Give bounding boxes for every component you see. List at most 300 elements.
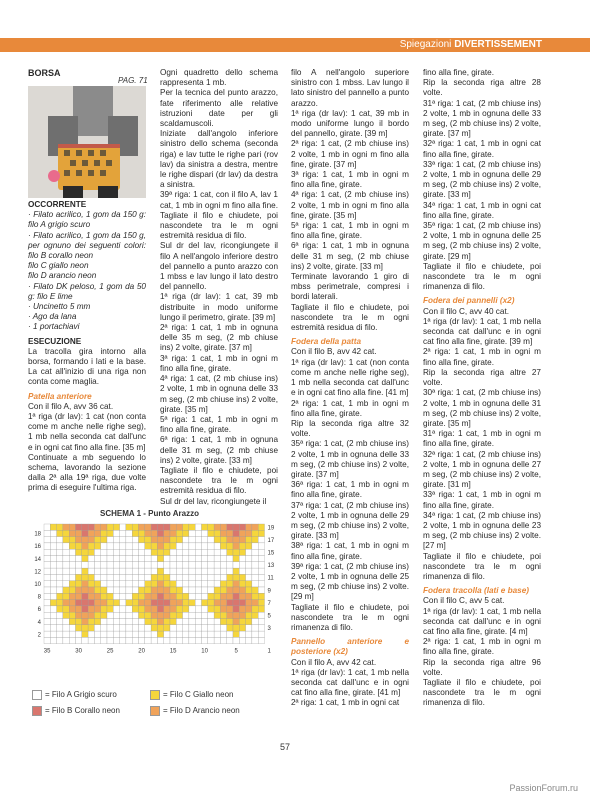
chart-cell xyxy=(145,587,151,593)
chart-cell xyxy=(214,593,220,599)
chart-cell xyxy=(189,593,195,599)
chart-cell xyxy=(183,524,189,530)
chart-cell xyxy=(82,593,88,599)
chart-cell xyxy=(233,530,239,536)
chart-cell xyxy=(176,619,182,625)
chart-cell xyxy=(145,600,151,606)
chart-cell xyxy=(214,524,220,530)
chart-cell xyxy=(208,587,214,593)
chart-cell xyxy=(252,600,258,606)
instruction-line: Con il filo C, avv 40 cat. xyxy=(423,306,510,316)
chart-cell xyxy=(246,625,252,631)
instruction-line: 1ª riga (dr lav): 1 cat (non conta come m anche nelle righe seg), 1 mb nella seconda cat dall'unc e in ogni cat fino alla fine. [41 m] xyxy=(291,357,409,398)
x-tick-label: 5 xyxy=(234,648,238,655)
chart-cell xyxy=(252,612,258,618)
chart-cell xyxy=(151,593,157,599)
chart-cell xyxy=(82,524,88,530)
chart-cell xyxy=(195,543,201,549)
chart-cell xyxy=(63,537,69,543)
chart-cell xyxy=(101,574,107,580)
fodera-pannelli-heading: Fodera dei pannelli (x2) xyxy=(423,296,515,306)
chart-cell xyxy=(126,593,132,599)
chart-cell xyxy=(227,568,233,574)
chart-cell xyxy=(164,600,170,606)
chart-cell xyxy=(132,631,138,637)
chart-cell xyxy=(132,593,138,599)
chart-cell xyxy=(94,631,100,637)
chart-cell xyxy=(69,619,75,625)
chart-cell xyxy=(176,637,182,643)
chart-cell xyxy=(126,612,132,618)
chart-cell xyxy=(258,600,264,606)
y-tick-label: 11 xyxy=(267,575,274,582)
chart-cell xyxy=(101,631,107,637)
chart-cell xyxy=(239,556,245,562)
chart-cell xyxy=(258,606,264,612)
chart-cell xyxy=(233,549,239,555)
chart-cell xyxy=(94,562,100,568)
instruction-line: 38ª riga: 1 cat, 1 mb in ogni m fino alla fine, girate. xyxy=(291,541,409,561)
chart-cell xyxy=(202,549,208,555)
chart-cell xyxy=(258,631,264,637)
chart-cell xyxy=(195,549,201,555)
chart-cell xyxy=(76,593,82,599)
x-tick-label: 25 xyxy=(106,648,114,655)
chart-cell xyxy=(164,562,170,568)
chart-cell xyxy=(88,543,94,549)
chart-cell xyxy=(170,549,176,555)
chart-cell xyxy=(214,562,220,568)
chart-cell xyxy=(164,574,170,580)
chart-cell xyxy=(195,625,201,631)
chart-cell xyxy=(164,619,170,625)
chart-cell xyxy=(63,587,69,593)
instruction-line: 6ª riga: 1 cat, 1 mb in ognuna delle 31 m seg, (2 mb chiuse ins) 2 volte, girate. [33 m] xyxy=(291,241,409,271)
legend-item xyxy=(150,706,240,716)
chart-cell xyxy=(69,549,75,555)
instruction-line: 30ª riga: 1 cat, (2 mb chiuse ins) 2 volte, 1 mb in ognuna delle 31 m seg, (2 mb chiuse ins) 2 volte, girate. [35 m] xyxy=(423,388,541,428)
chart-cell xyxy=(107,587,113,593)
chart-cell xyxy=(57,600,63,606)
chart-cell xyxy=(107,568,113,574)
chart-cell xyxy=(50,568,56,574)
chart-cell xyxy=(220,543,226,549)
chart-cell xyxy=(63,581,69,587)
chart-cell xyxy=(132,606,138,612)
chart-cell xyxy=(63,556,69,562)
chart-cell xyxy=(50,562,56,568)
chart-cell xyxy=(113,587,119,593)
chart-cell xyxy=(183,562,189,568)
instruction-line: Con il filo B, avv 42 cat. xyxy=(291,347,377,357)
chart-cell xyxy=(239,530,245,536)
chart-cell xyxy=(94,593,100,599)
chart-cell xyxy=(183,549,189,555)
chart-cell xyxy=(176,530,182,536)
instruction-line: 2ª riga: 1 cat, 1 mb in ogni cat xyxy=(291,698,400,708)
chart-cell xyxy=(195,524,201,530)
chart-cell xyxy=(164,593,170,599)
materials-item: filo C giallo neon xyxy=(28,261,89,271)
chart-cell xyxy=(170,524,176,530)
chart-cell xyxy=(227,562,233,568)
chart-cell xyxy=(88,556,94,562)
chart-cell xyxy=(57,587,63,593)
chart-cell xyxy=(94,637,100,643)
chart-cell xyxy=(57,537,63,543)
chart-cell xyxy=(120,574,126,580)
chart-cell xyxy=(252,631,258,637)
chart-cell xyxy=(164,543,170,549)
x-tick-label: 35 xyxy=(43,648,51,655)
chart-cell xyxy=(258,562,264,568)
chart-cell xyxy=(195,530,201,536)
chart-cell xyxy=(50,593,56,599)
chart-cell xyxy=(44,606,50,612)
chart-cell xyxy=(139,612,145,618)
chart-cell xyxy=(220,600,226,606)
chart-cell xyxy=(126,537,132,543)
chart-cell xyxy=(139,619,145,625)
chart-cell xyxy=(139,543,145,549)
chart-cell xyxy=(227,637,233,643)
chart-cell xyxy=(239,537,245,543)
chart-cell xyxy=(63,524,69,530)
chart-cell xyxy=(151,537,157,543)
chart-cell xyxy=(82,568,88,574)
instruction-line: fino alla fine, girate. xyxy=(423,68,495,77)
chart-cell xyxy=(57,562,63,568)
chart-cell xyxy=(101,593,107,599)
chart-cell xyxy=(113,568,119,574)
legend-label: = Filo B Corallo neon xyxy=(45,706,120,716)
instruction-line: 2ª riga: 1 cat, (2 mb chiuse ins) 2 volte, 1 mb in ogni m fino alla fine, girate. [37 m] xyxy=(291,139,409,169)
chart-cell xyxy=(195,568,201,574)
legend-label: = Filo D Arancio neon xyxy=(163,706,240,716)
chart-cell xyxy=(164,606,170,612)
chart-cell xyxy=(189,556,195,562)
chart-cell xyxy=(170,537,176,543)
chart-cell xyxy=(107,524,113,530)
chart-cell xyxy=(57,619,63,625)
chart-cell xyxy=(170,637,176,643)
chart-cell xyxy=(151,549,157,555)
chart-cell xyxy=(44,549,50,555)
chart-cell xyxy=(202,612,208,618)
chart-cell xyxy=(176,562,182,568)
chart-cell xyxy=(76,568,82,574)
chart-cell xyxy=(126,637,132,643)
chart-cell xyxy=(239,631,245,637)
chart-cell xyxy=(258,574,264,580)
chart-cell xyxy=(120,556,126,562)
chart-cell xyxy=(170,625,176,631)
chart-cell xyxy=(233,574,239,580)
chart-cell xyxy=(170,619,176,625)
chart-cell xyxy=(57,549,63,555)
chart-cell xyxy=(151,556,157,562)
chart-cell xyxy=(76,606,82,612)
chart-cell xyxy=(252,562,258,568)
chart-cell xyxy=(189,524,195,530)
chart-cell xyxy=(246,574,252,580)
chart-cell xyxy=(120,587,126,593)
chart-cell xyxy=(50,600,56,606)
chart-cell xyxy=(101,568,107,574)
chart-cell xyxy=(88,537,94,543)
chart-cell xyxy=(76,619,82,625)
chart-cell xyxy=(113,631,119,637)
chart-cell xyxy=(151,524,157,530)
chart-cell xyxy=(107,530,113,536)
chart-cell xyxy=(107,581,113,587)
chart-cell xyxy=(120,537,126,543)
chart-cell xyxy=(252,587,258,593)
chart-cell xyxy=(195,631,201,637)
instruction-line: 5ª riga: 1 cat, 1 mb in ogni m fino alla fine, girate. xyxy=(160,414,278,435)
chart-cell xyxy=(183,568,189,574)
chart-cell xyxy=(44,562,50,568)
chart-cell xyxy=(220,625,226,631)
chart-cell xyxy=(183,637,189,643)
chart-cell xyxy=(258,637,264,643)
instruction-line: Tagliate il filo e chiudete, poi nascondete tra le m ogni rimanenza di filo. xyxy=(423,261,541,292)
chart-cell xyxy=(183,619,189,625)
chart-cell xyxy=(113,619,119,625)
chart-cell xyxy=(63,625,69,631)
chart-cell xyxy=(63,568,69,574)
chart-cell xyxy=(227,530,233,536)
chart-cell xyxy=(145,593,151,599)
chart-cell xyxy=(94,549,100,555)
chart-cell xyxy=(151,612,157,618)
chart-cell xyxy=(57,581,63,587)
chart-cell xyxy=(239,587,245,593)
chart-cell xyxy=(76,612,82,618)
materials-item: · Filato acrilico, 1 gom da 150 g, per ognuno dei seguenti colori: filo B corallo neon xyxy=(28,230,146,261)
chart-cell xyxy=(258,537,264,543)
chart-cell xyxy=(202,587,208,593)
instruction-line: 1ª riga (dr lav): 1 cat, 39 mb distribuite in modo uniforme lungo il perimetro, girate. [39 m] xyxy=(160,292,278,322)
esecuzione-text: La tracolla gira intorno alla borsa, formando i lati e la base. La cat all'inizio di una riga non conta come maglia. xyxy=(28,346,146,387)
chart-cell xyxy=(82,574,88,580)
chart-cell xyxy=(132,556,138,562)
chart-cell xyxy=(69,556,75,562)
chart-cell xyxy=(220,562,226,568)
x-tick-label: 15 xyxy=(169,648,177,655)
esecuzione-heading: ESECUZIONE xyxy=(28,336,82,346)
patella-heading: Patella anteriore xyxy=(28,391,92,401)
chart-cell xyxy=(107,600,113,606)
chart-cell xyxy=(170,593,176,599)
chart-cell xyxy=(227,606,233,612)
chart-cell xyxy=(170,600,176,606)
chart-cell xyxy=(208,606,214,612)
chart-cell xyxy=(94,600,100,606)
chart-cell xyxy=(189,606,195,612)
chart-cell xyxy=(227,524,233,530)
chart-cell xyxy=(145,574,151,580)
chart-cell xyxy=(189,600,195,606)
chart-cell xyxy=(63,612,69,618)
chart-cell xyxy=(145,530,151,536)
chart-cell xyxy=(176,537,182,543)
materials-item: · Uncinetto 5 mm xyxy=(28,302,91,312)
chart-cell xyxy=(239,625,245,631)
materials-item: · 1 portachiavi xyxy=(28,322,80,332)
chart-cell xyxy=(44,625,50,631)
chart-cell xyxy=(94,587,100,593)
chart-cell xyxy=(101,612,107,618)
chart-cell xyxy=(88,631,94,637)
chart-cell xyxy=(107,612,113,618)
chart-cell xyxy=(113,537,119,543)
chart-cell xyxy=(220,574,226,580)
chart-cell xyxy=(69,612,75,618)
chart-cell xyxy=(202,619,208,625)
chart-cell xyxy=(139,537,145,543)
chart-cell xyxy=(183,600,189,606)
chart-cell xyxy=(69,574,75,580)
chart-cell xyxy=(258,612,264,618)
chart-cell xyxy=(44,524,50,530)
instruction-line: 36ª riga: 1 cat, 1 mb in ogni m fino alla fine, girate. xyxy=(291,480,409,500)
instruction-line: 35ª riga: 1 cat, (2 mb chiuse ins) 2 volte, 1 mb in ognuna delle 25 m seg, (2 mb chiuse ins) 2 volte, girate. [29 m] xyxy=(423,221,541,261)
chart-cell xyxy=(94,612,100,618)
chart-cell xyxy=(126,600,132,606)
chart-cell xyxy=(214,619,220,625)
chart-cell xyxy=(88,581,94,587)
chart-cell xyxy=(151,600,157,606)
chart-cell xyxy=(246,549,252,555)
chart-cell xyxy=(233,524,239,530)
chart-cell xyxy=(107,593,113,599)
instruction-line: Con il filo C, avv 5 cat. xyxy=(423,596,505,606)
chart-cell xyxy=(157,600,163,606)
chart-cell xyxy=(202,625,208,631)
chart-cell xyxy=(164,556,170,562)
chart-cell xyxy=(239,637,245,643)
column-2 xyxy=(160,68,278,507)
chart-cell xyxy=(183,606,189,612)
chart-cell xyxy=(208,537,214,543)
chart-cell xyxy=(151,530,157,536)
y-tick-label: 2 xyxy=(37,632,41,639)
chart-cell xyxy=(88,530,94,536)
section-header: Spiegazioni DIVERTISSEMENT xyxy=(399,39,542,50)
chart-cell xyxy=(63,593,69,599)
chart-cell xyxy=(220,524,226,530)
chart-cell xyxy=(132,574,138,580)
chart-cell xyxy=(76,625,82,631)
chart-cell xyxy=(101,556,107,562)
chart-cell xyxy=(195,581,201,587)
chart-cell xyxy=(202,537,208,543)
chart-cell xyxy=(157,637,163,643)
chart-cell xyxy=(44,568,50,574)
chart-cell xyxy=(151,606,157,612)
chart-cell xyxy=(107,549,113,555)
y-tick-label: 10 xyxy=(34,582,41,588)
chart-cell xyxy=(189,637,195,643)
instruction-line: 31ª riga: 1 cat, 1 mb in ogni m fino alla fine, girate. xyxy=(423,429,541,449)
chart-cell xyxy=(101,619,107,625)
chart-cell xyxy=(63,606,69,612)
chart-cell xyxy=(208,631,214,637)
chart-cell xyxy=(50,619,56,625)
chart-cell xyxy=(63,549,69,555)
chart-cell xyxy=(132,524,138,530)
chart-cell xyxy=(94,543,100,549)
chart-cell xyxy=(69,600,75,606)
chart-cell xyxy=(246,606,252,612)
chart-cell xyxy=(88,612,94,618)
chart-cell xyxy=(76,543,82,549)
chart-cell xyxy=(176,587,182,593)
chart-cell xyxy=(107,637,113,643)
color-swatch xyxy=(150,690,160,700)
x-tick-label: 30 xyxy=(75,648,82,655)
chart-cell xyxy=(227,587,233,593)
chart-cell xyxy=(151,562,157,568)
chart-cell xyxy=(189,568,195,574)
chart-cell xyxy=(252,549,258,555)
chart-cell xyxy=(164,581,170,587)
chart-cell xyxy=(126,581,132,587)
instruction-line: Terminate lavorando 1 giro di mbss perimetrale, compresi i bordi laterali. xyxy=(291,272,409,302)
chart-cell xyxy=(183,593,189,599)
chart-cell xyxy=(113,593,119,599)
chart-cell xyxy=(183,625,189,631)
chart-cell xyxy=(208,612,214,618)
instruction-line: Ogni quadretto dello schema rappresenta 1 mb. xyxy=(160,68,278,88)
chart-cell xyxy=(139,581,145,587)
chart-cell xyxy=(57,543,63,549)
chart-cell xyxy=(239,593,245,599)
chart-cell xyxy=(252,543,258,549)
chart-cell xyxy=(176,556,182,562)
column-4 xyxy=(423,68,541,709)
chart-cell xyxy=(252,556,258,562)
instruction-line: 3ª riga: 1 cat, 1 mb in ogni m fino alla fine, girate. xyxy=(160,353,278,373)
chart-cell xyxy=(258,619,264,625)
chart-cell xyxy=(50,537,56,543)
chart-cell xyxy=(246,530,252,536)
chart-cell xyxy=(63,619,69,625)
chart-cell xyxy=(258,543,264,549)
chart-cell xyxy=(239,612,245,618)
chart-cell xyxy=(202,593,208,599)
chart-cell xyxy=(145,606,151,612)
chart-cell xyxy=(176,549,182,555)
chart-cell xyxy=(157,574,163,580)
y-tick-label: 6 xyxy=(37,607,41,614)
chart-cell xyxy=(63,631,69,637)
chart-cell xyxy=(145,612,151,618)
chart-cell xyxy=(69,625,75,631)
chart-cell xyxy=(139,524,145,530)
chart-cell xyxy=(239,562,245,568)
chart-cell xyxy=(220,568,226,574)
chart-cell xyxy=(151,619,157,625)
instruction-line: 4ª riga: 1 cat, (2 mb chiuse ins) 2 volte, 1 mb in ognuna delle 33 m seg, (2 mb chiuse ins) 2 volte, girate. [35 m] xyxy=(160,374,278,414)
chart-cell xyxy=(164,631,170,637)
chart-cell xyxy=(252,574,258,580)
chart-cell xyxy=(132,625,138,631)
chart-cell xyxy=(132,612,138,618)
chart-cell xyxy=(220,612,226,618)
chart-cell xyxy=(157,556,163,562)
